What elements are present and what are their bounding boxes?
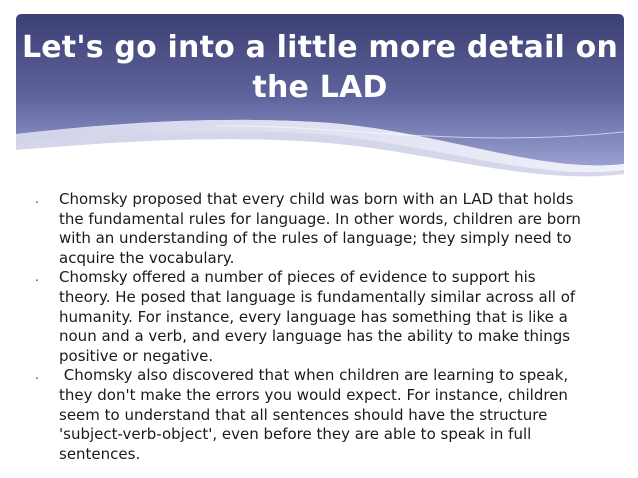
bullet-icon: . (35, 368, 39, 383)
bullet-text: Chomsky offered a number of pieces of evidence to support his theory. He posed that language is fundamentally similar across all of humanity. For instance, every language has something that is like a noun and a verb, and every language has the ability to make things positive or negative. (59, 268, 576, 365)
bullet-text: Chomsky proposed that every child was born with an LAD that holds the fundamental rules for language. In other words, children are born with an understanding of the rules of language; they simply need to acquire the vocabulary. (59, 190, 581, 267)
list-item (28, 268, 588, 366)
bullet-icon: . (35, 192, 39, 206)
list-item (28, 366, 588, 464)
bullet-icon: . (35, 270, 39, 285)
bullet-text: Chomsky also discovered that when children are learning to speak, they don't make the errors you would expect. For instance, children seem to understand that all sentences should have the structure 'subject-verb-object', even before they are able to speak in full sentences. (59, 366, 573, 463)
slide-title: Let's go into a little more detail on the LAD (21, 30, 619, 105)
list-item (28, 190, 588, 268)
bullet-list (28, 190, 588, 464)
